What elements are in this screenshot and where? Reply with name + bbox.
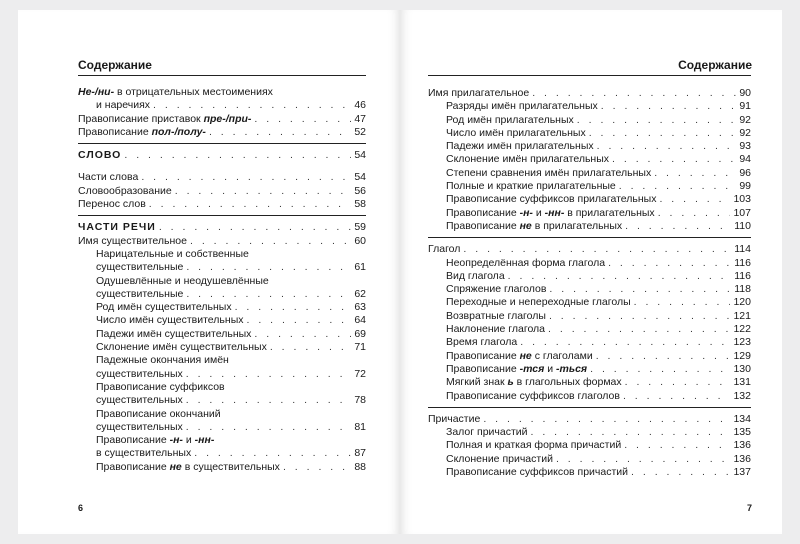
page-ref: 64 <box>354 314 366 327</box>
dot-leader <box>153 99 351 112</box>
toc-entry: Словообразование . . . 56 <box>78 185 366 198</box>
toc-entry: Род имён существительных . . . 63 <box>78 301 366 314</box>
page-ref: 131 <box>733 376 751 389</box>
dot-leader <box>577 114 737 127</box>
dot-leader <box>159 221 351 234</box>
section-divider <box>78 215 366 216</box>
toc-entry: Одушевлённые и неодушевлённые <box>96 274 269 287</box>
toc-entry: существительные . . . 61 <box>78 261 366 274</box>
dot-leader <box>549 310 731 323</box>
dot-leader <box>186 261 351 274</box>
page-ref: 103 <box>733 193 751 206</box>
page-ref: 62 <box>354 287 366 300</box>
toc-entry: Перенос слов . . . 58 <box>78 198 366 211</box>
page-ref: 93 <box>739 140 751 153</box>
dot-leader <box>556 453 731 466</box>
toc-entry: Правописание суффиксов <box>96 380 225 393</box>
page-ref: 134 <box>733 412 751 425</box>
toc-entry: Переходные и непереходные глаголы . . . 120 <box>428 296 751 309</box>
page-ref: 72 <box>354 367 366 380</box>
dot-leader <box>596 350 731 363</box>
toc-entry: Спряжение глаголов . . . 118 <box>428 283 751 296</box>
page-ref: 56 <box>354 184 366 197</box>
toc-entry: и наречиях . . . 46 <box>78 99 366 112</box>
running-header: Содержание <box>78 58 152 72</box>
page-ref: 136 <box>733 452 751 465</box>
toc-entry: Неопределённая форма глагола . . . 116 <box>428 257 751 270</box>
toc-entry: Род имён прилагательных . . . 92 <box>428 114 751 127</box>
toc-entry: Падежи имён существительных . . . 69 <box>78 328 366 341</box>
page-ref: 61 <box>354 261 366 274</box>
dot-leader <box>625 220 731 233</box>
toc-entry: Имя прилагательное . . . 90 <box>428 87 751 100</box>
page-ref: 58 <box>354 198 366 211</box>
toc-entry: Правописание пол-/полу- . . . 52 <box>78 126 366 139</box>
toc-entry: Правописание не в существительных . . . 88 <box>78 461 366 474</box>
page-ref: 107 <box>733 206 751 219</box>
page-ref: 110 <box>734 219 751 232</box>
dot-leader <box>235 301 352 314</box>
page-ref: 129 <box>733 349 751 362</box>
page-ref: 96 <box>739 166 751 179</box>
table-of-contents <box>78 86 366 474</box>
header-rule <box>428 75 751 76</box>
toc-entry: Разряды имён прилагательных . . . 91 <box>428 100 751 113</box>
toc-entry: Правописание не с глаголами . . . 129 <box>428 350 751 363</box>
dot-leader <box>270 341 351 354</box>
toc-entry: существительных . . . 78 <box>78 394 366 407</box>
page-ref: 118 <box>734 283 751 296</box>
toc-entry: Падежи имён прилагательных . . . 93 <box>428 140 751 153</box>
dot-leader <box>631 466 730 479</box>
toc-entry: Правописание -н- и -нн- <box>96 434 215 447</box>
page-ref: 87 <box>354 447 366 460</box>
toc-entry: существительных . . . 72 <box>78 368 366 381</box>
dot-leader <box>247 314 352 327</box>
page-ref: 60 <box>354 234 366 247</box>
running-header: Содержание <box>678 58 752 72</box>
page-ref: 116 <box>734 256 751 269</box>
dot-leader <box>194 447 351 460</box>
dot-leader <box>612 153 736 166</box>
toc-entry: Правописание -тся и -ться . . . 130 <box>428 363 751 376</box>
dot-leader <box>623 390 731 403</box>
page-number: 6 <box>78 503 84 513</box>
page-ref: 99 <box>739 180 751 193</box>
page-ref: 92 <box>739 113 751 126</box>
dot-leader <box>254 113 351 126</box>
page-ref: 135 <box>733 426 751 439</box>
dot-leader <box>209 126 351 139</box>
page-ref: 52 <box>354 125 366 138</box>
dot-leader <box>483 413 730 426</box>
page-ref: 116 <box>734 269 751 282</box>
dot-leader <box>186 368 352 381</box>
toc-entry: Причастие . . . 134 <box>428 413 751 426</box>
page-ref: 54 <box>354 171 366 184</box>
dot-leader <box>654 167 736 180</box>
page-ref: 88 <box>354 460 366 473</box>
toc-entry: Правописание суффиксов прилагательных . . . 103 <box>428 193 751 206</box>
toc-section: ЧАСТИ РЕЧИ . . . 59 <box>78 221 366 234</box>
page-ref: 91 <box>739 100 751 113</box>
toc-entry: Мягкий знак ь в глагольных формах . . . 131 <box>428 376 751 389</box>
dot-leader <box>532 87 736 100</box>
table-of-contents <box>428 87 751 479</box>
toc-entry: Правописание -н- и -нн- в прилагательных . . . 107 <box>428 207 751 220</box>
toc-entry: Полная и краткая форма причастий . . . 136 <box>428 439 751 452</box>
toc-entry: Падежные окончания имён <box>96 354 229 367</box>
dot-leader <box>254 328 351 341</box>
toc-entry: Глагол . . . 114 <box>428 243 751 256</box>
toc-section: СЛОВО . . . 54 <box>78 149 366 162</box>
page-ref: 121 <box>733 309 751 322</box>
dot-leader <box>549 283 731 296</box>
dot-leader <box>548 323 730 336</box>
dot-leader <box>186 394 352 407</box>
toc-entry: Правописание суффиксов глаголов . . . 132 <box>428 390 751 403</box>
toc-entry: существительные . . . 62 <box>78 288 366 301</box>
dot-leader <box>124 149 351 162</box>
dot-leader <box>186 288 351 301</box>
dot-leader <box>283 461 351 474</box>
toc-entry: Имя существительное . . . 60 <box>78 235 366 248</box>
toc-entry: Не-/ни- в отрицательных местоимениях <box>78 86 273 98</box>
dot-leader <box>658 207 731 220</box>
page-ref: 130 <box>733 362 751 375</box>
dot-leader <box>508 270 732 283</box>
toc-entry: Склонение имён прилагательных . . . 94 <box>428 153 751 166</box>
dot-leader <box>601 100 737 113</box>
section-divider <box>78 143 366 144</box>
page-ref: 114 <box>734 243 751 256</box>
toc-entry: Возвратные глаголы . . . 121 <box>428 310 751 323</box>
page-ref: 78 <box>354 394 366 407</box>
toc-entry: Степени сравнения имён прилагательных . . . 96 <box>428 167 751 180</box>
page-ref: 92 <box>739 126 751 139</box>
dot-leader <box>186 421 352 434</box>
right-page <box>400 10 782 534</box>
page-ref: 69 <box>354 327 366 340</box>
toc-entry: Правописание не в прилагательных . . . 110 <box>428 220 751 233</box>
page-number: 7 <box>746 503 752 513</box>
page-ref: 46 <box>354 99 366 112</box>
left-page <box>18 10 400 534</box>
page-ref: 120 <box>733 296 751 309</box>
page-ref: 90 <box>739 87 751 99</box>
toc-entry: существительных . . . 81 <box>78 421 366 434</box>
section-divider <box>428 237 751 238</box>
toc-entry: Время глагола . . . 123 <box>428 336 751 349</box>
page-ref: 94 <box>739 153 751 166</box>
dot-leader <box>597 140 737 153</box>
page-ref: 81 <box>354 420 366 433</box>
toc-entry: в существительных . . . 87 <box>78 447 366 460</box>
toc-entry: Склонение причастий . . . 136 <box>428 453 751 466</box>
page-ref: 59 <box>354 221 366 234</box>
dot-leader <box>590 363 730 376</box>
toc-entry: Вид глагола . . . 116 <box>428 270 751 283</box>
dot-leader <box>175 185 352 198</box>
toc-entry: Наклонение глагола . . . 122 <box>428 323 751 336</box>
toc-entry: Правописание приставок пре-/при- . . . 47 <box>78 113 366 126</box>
page-ref: 54 <box>354 149 366 162</box>
toc-entry: Число имён существительных . . . 64 <box>78 314 366 327</box>
dot-leader <box>531 426 731 439</box>
dot-leader <box>608 257 731 270</box>
section-divider <box>428 407 751 408</box>
dot-leader <box>141 171 351 184</box>
dot-leader <box>619 180 737 193</box>
dot-leader <box>190 235 351 248</box>
dot-leader <box>624 439 730 452</box>
toc-entry: Полные и краткие прилагательные . . . 99 <box>428 180 751 193</box>
page-ref: 137 <box>733 466 751 479</box>
page-ref: 71 <box>354 341 366 354</box>
toc-entry: Нарицательные и собственные <box>96 247 249 260</box>
toc-entry: Правописание окончаний <box>96 407 221 420</box>
dot-leader <box>589 127 737 140</box>
toc-entry: Число имён прилагательных . . . 92 <box>428 127 751 140</box>
header-rule <box>78 75 366 76</box>
dot-leader <box>520 336 730 349</box>
toc-entry: Залог причастий . . . 135 <box>428 426 751 439</box>
dot-leader <box>463 243 731 256</box>
page-ref: 63 <box>354 301 366 314</box>
toc-entry: Склонение имён существительных . . . 71 <box>78 341 366 354</box>
page-ref: 47 <box>354 112 366 125</box>
toc-entry: Правописание суффиксов причастий . . . 137 <box>428 466 751 479</box>
dot-leader <box>659 193 730 206</box>
dot-leader <box>149 198 352 211</box>
toc-entry: Части слова . . . 54 <box>78 171 366 184</box>
dot-leader <box>634 296 731 309</box>
page-ref: 132 <box>733 389 751 402</box>
page-ref: 136 <box>733 439 751 452</box>
dot-leader <box>625 376 731 389</box>
page-ref: 123 <box>733 336 751 349</box>
page-ref: 122 <box>733 323 751 336</box>
